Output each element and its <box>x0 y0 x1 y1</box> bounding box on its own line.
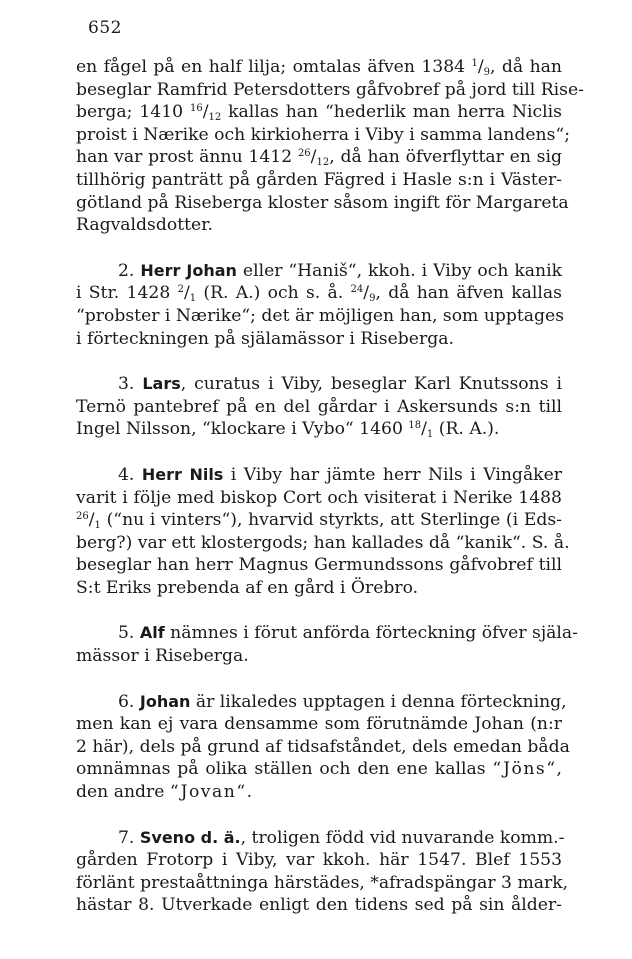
text-segment: . <box>246 782 253 803</box>
text-segment: Ingel Nilsson, “klockare i Vybo“ 1460 <box>76 419 409 440</box>
paragraph-gap <box>76 237 562 260</box>
body-text <box>76 56 584 917</box>
text-line <box>76 464 562 487</box>
text-segment: i Str. 1428 <box>76 283 178 304</box>
text-segment: 2 här), dels på grund af tidsafståndet, dels emedan båda <box>76 736 570 757</box>
paragraph-gap <box>76 804 562 827</box>
text-line <box>76 373 562 396</box>
superscript: 16 <box>189 103 203 115</box>
superscript: 18 <box>408 420 422 432</box>
text-segment: / <box>183 283 190 304</box>
subscript: 1 <box>426 429 434 441</box>
subscript: 12 <box>208 112 222 124</box>
text-line <box>76 101 562 124</box>
text-line <box>76 260 562 283</box>
superscript: 26 <box>297 148 311 160</box>
text-line <box>76 532 570 555</box>
text-segment: (R. A.). <box>433 419 500 440</box>
text-line <box>76 827 565 850</box>
text-segment: 7. <box>118 827 140 848</box>
text-segment: “probster i Nærike“; det är möjligen han, som upptages <box>76 305 565 326</box>
person-name: Herr Johan <box>140 260 237 280</box>
text-line <box>76 192 569 215</box>
text-line <box>76 872 569 895</box>
text-segment: hästar 8. Utverkade enligt den tidens sed på sin ålder- <box>76 895 562 916</box>
spaced-text: “Jovan“ <box>169 782 247 803</box>
text-segment: i Viby har jämte herr Nils i Vingåker <box>223 464 562 485</box>
person-name: Lars <box>142 374 181 394</box>
text-line <box>76 79 584 102</box>
text-segment: , curatus i Viby, beseglar Karl Knutssons i <box>180 374 562 395</box>
text-segment: kallas han “hederlik man herra Niclis <box>221 102 562 123</box>
subscript: 12 <box>316 157 330 169</box>
text-line <box>76 622 578 645</box>
text-segment: 3. <box>118 374 143 395</box>
paragraph-gap <box>76 668 562 691</box>
text-segment: förlänt prestaåttninga härstädes, *afradspängar 3 mark, <box>76 872 569 893</box>
text-segment: S:t Eriks prebenda af en gård i Örebro. <box>76 577 419 598</box>
text-line <box>76 169 562 192</box>
superscript: 1 <box>471 58 478 69</box>
text-segment: , <box>556 759 562 780</box>
person-name: Alf <box>139 623 165 643</box>
text-line <box>76 736 570 759</box>
text-segment: / <box>88 510 95 531</box>
text-segment: 6. <box>118 691 140 712</box>
text-line <box>76 758 562 781</box>
text-segment: Ragvaldsdotter. <box>76 215 213 236</box>
text-line <box>76 713 562 736</box>
text-segment: nämnes i förut anförda förteckning öfver själa- <box>164 623 578 644</box>
subscript: 9 <box>369 293 376 305</box>
text-segment: tillhörig panträtt på gården Fägred i Hasle s:n i Väster- <box>76 169 562 190</box>
text-segment: berg?) var ett klostergods; han kallades då “kanik“. S. å. <box>76 532 570 553</box>
subscript: 1 <box>94 520 101 532</box>
text-line <box>76 849 562 872</box>
text-line <box>76 645 562 668</box>
text-line <box>76 56 562 79</box>
text-line <box>76 214 562 237</box>
text-line <box>76 328 562 351</box>
text-line <box>76 554 562 577</box>
text-segment: en fågel på en half lilja; omtalas äfven 1384 <box>76 57 472 77</box>
text-segment: omnämnas på olika ställen och den ene kallas <box>76 759 493 780</box>
subscript: 1 <box>189 293 197 305</box>
superscript: 24 <box>350 284 364 296</box>
page-number: 652 <box>88 18 122 38</box>
text-segment: varit i följe med biskop Cort och visiterat i Nerike 1488 <box>76 487 562 508</box>
text-segment: , då han öfverflyttar en sig <box>329 147 562 168</box>
text-segment: eller “Haniš“, kkoh. i Viby och kanik <box>236 260 562 281</box>
text-segment: / <box>421 419 427 440</box>
superscript: 26 <box>76 511 89 523</box>
text-segment: , då han äfven kallas <box>375 283 562 304</box>
paragraph-gap <box>76 599 562 622</box>
text-segment: han var prost ännu 1412 <box>76 147 298 168</box>
person-name: Sveno d. ä. <box>139 827 241 847</box>
text-segment: , troligen född vid nuvarande komm.- <box>240 827 565 848</box>
text-segment: götland på Riseberga kloster såsom ingift för Margareta <box>76 192 569 213</box>
text-line <box>76 509 562 532</box>
superscript: 2 <box>177 284 184 296</box>
text-line <box>76 305 565 328</box>
text-line <box>76 894 562 917</box>
spaced-text: “Jöns“ <box>492 759 557 780</box>
text-line <box>76 396 562 419</box>
text-segment: Ternö pantebref på en del gårdar i Askersunds s:n till <box>76 396 562 417</box>
paragraph-gap <box>76 441 562 464</box>
text-segment: mässor i Riseberga. <box>76 646 249 667</box>
text-segment: men kan ej vara densamme som förutnämde Johan (n:r <box>76 714 562 735</box>
text-segment: 4. <box>118 464 142 485</box>
text-line <box>76 487 562 510</box>
text-line <box>76 418 562 441</box>
text-segment: proist i Nærike och kirkioherra i Viby i samma landens“; <box>76 124 570 145</box>
paragraph-gap <box>76 350 562 373</box>
text-segment: / <box>477 57 484 77</box>
text-segment: beseglar Ramfrid Petersdotters gåfvobref på jord till Rise- <box>76 79 584 100</box>
text-line <box>76 124 570 147</box>
text-segment: är likaledes upptagen i denna förteckning, <box>190 691 567 712</box>
text-segment: berga; 1410 <box>76 102 190 123</box>
text-line <box>76 146 562 169</box>
text-segment: beseglar han herr Magnus Germundssons gåfvobref till <box>76 555 562 576</box>
text-segment: / <box>310 147 317 168</box>
subscript: 9 <box>483 67 491 78</box>
person-name: Johan <box>139 691 191 711</box>
text-segment: , då han <box>490 57 562 77</box>
text-segment: 2. <box>118 260 141 281</box>
text-segment: / <box>363 283 370 304</box>
text-line <box>76 577 562 600</box>
text-line <box>76 282 562 305</box>
text-line <box>76 781 562 804</box>
text-segment: gården Frotorp i Viby, var kkoh. här 1547. Blef 1553 <box>76 850 562 871</box>
text-segment: (“nu i vinters“), hvarvid styrkts, att Sterlinge (i Eds- <box>100 510 562 531</box>
text-line <box>76 691 567 714</box>
text-segment: den andre <box>76 782 170 803</box>
text-segment: i förteckningen på själamässor i Riseberga. <box>76 328 454 349</box>
person-name: Herr Nils <box>141 464 224 484</box>
text-segment: 5. <box>118 623 140 644</box>
text-segment: / <box>202 102 209 123</box>
text-segment: (R. A.) och s. å. <box>196 283 351 304</box>
